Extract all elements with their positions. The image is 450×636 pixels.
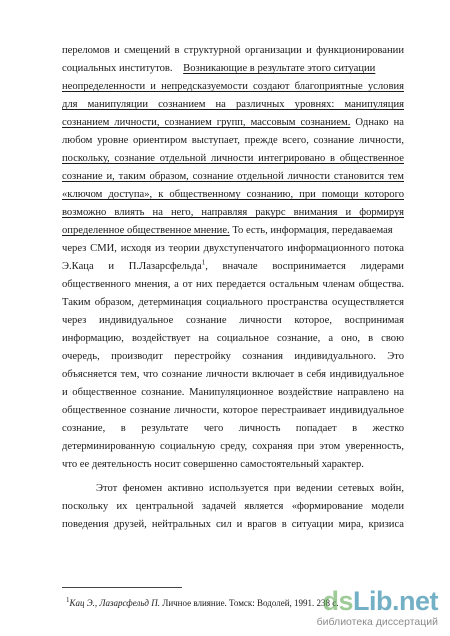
text-fragment: То есть, информация, передаваемая: [232, 225, 393, 236]
text-line: [62, 224, 404, 238]
underlined-line: для манипуляции сознанием на различных уровнях: манипуляция: [62, 99, 404, 110]
watermark-logo-ds: ds: [322, 586, 353, 616]
underlined-line: возможно влиять на него, направляя ракурс внимания и формируя: [62, 207, 404, 218]
text-line: детерминированную социальную среду, сохраняя при этом уверенность,: [62, 441, 404, 452]
footnote: [66, 598, 339, 609]
text-line: общественное сознание личности, которое перестраивает индивидуальное: [62, 405, 404, 416]
text-fragment: социальных институтов.: [62, 63, 173, 74]
text-line: что ее деятельность носит совершенно самостоятельный характер.: [62, 459, 364, 470]
text-fragment: Однако на: [355, 117, 404, 128]
watermark: [310, 586, 442, 632]
underlined-line: «ключом доступа», к общественному сознанию, при помощи которого: [62, 189, 404, 200]
footnote-text: Личное влияние. Томск: Водолей, 1991. 238 с.: [159, 598, 339, 608]
text-line: через индивидуальное сознание личности которое, воспринимая: [62, 315, 404, 326]
text-line: объясняется тем, что сознание личности включает в себя индивидуальное: [62, 369, 404, 380]
text-fragment: , вначале воспринимается лидерами: [205, 261, 404, 272]
footnote-authors: Кац Э., Лазарсфельд П.: [69, 598, 160, 608]
text-line: [62, 62, 404, 76]
text-line: поведения друзей, нейтральных сил и врагов в ситуации мира, кризиса: [62, 519, 404, 530]
text-fragment: Э.Каца и П.Лазарсфельда: [62, 261, 202, 272]
watermark-logo: [322, 586, 438, 617]
footnote-separator: [62, 587, 182, 588]
text-line: [62, 116, 404, 130]
text-line: переломов и смещений в структурной организации и функционировании: [62, 45, 404, 56]
text-line: информацию, воздействует на социальное сознание, а оно, в свою: [62, 333, 404, 344]
watermark-logo-lib: Lib.net: [353, 586, 438, 616]
underlined-fragment: Возникающие в результате этого ситуации: [183, 63, 376, 74]
text-line: общественного мнения, а от них передается остальным членам общества.: [62, 279, 404, 290]
text-line: очередь, производит перестройку сознания индивидуального. Это: [62, 351, 404, 362]
watermark-subtitle: библиотека диссертаций: [316, 616, 438, 628]
footnote-mark: 1: [66, 596, 70, 604]
text-line: поскольку их центральной задачей является «формирование модели: [62, 501, 404, 512]
underlined-line: неопределенности и непредсказуемости создают благоприятные условия: [62, 81, 404, 92]
text-line: [62, 260, 404, 274]
text-line: сознание, в результате чего личность попадает в жестко: [62, 423, 404, 434]
text-line: любом уровне ориентиром выступает, прежде всего, сознание личности,: [62, 135, 404, 146]
text-line: Таким образом, детерминация социального пространства осуществляется: [62, 297, 404, 308]
underlined-line: сознание и, таким образом, сознание отдельной личности становится тем: [62, 171, 404, 182]
underlined-fragment: сознанием личности, сознанием групп, массовым сознанием.: [62, 117, 351, 128]
footnote-marker: 1: [201, 258, 206, 267]
text-line: через СМИ, исходя из теории двухступенчатого информационного потока: [62, 243, 404, 254]
underlined-line: поскольку, сознание отдельной личности интегрировано в общественное: [62, 153, 404, 164]
text-line: и общественное сознание. Манипуляционное воздействие направлено на: [62, 387, 404, 398]
underlined-fragment: определенное общественное мнение.: [62, 225, 230, 236]
text-line: Этот феномен активно используется при ведении сетевых войн,: [96, 483, 404, 494]
